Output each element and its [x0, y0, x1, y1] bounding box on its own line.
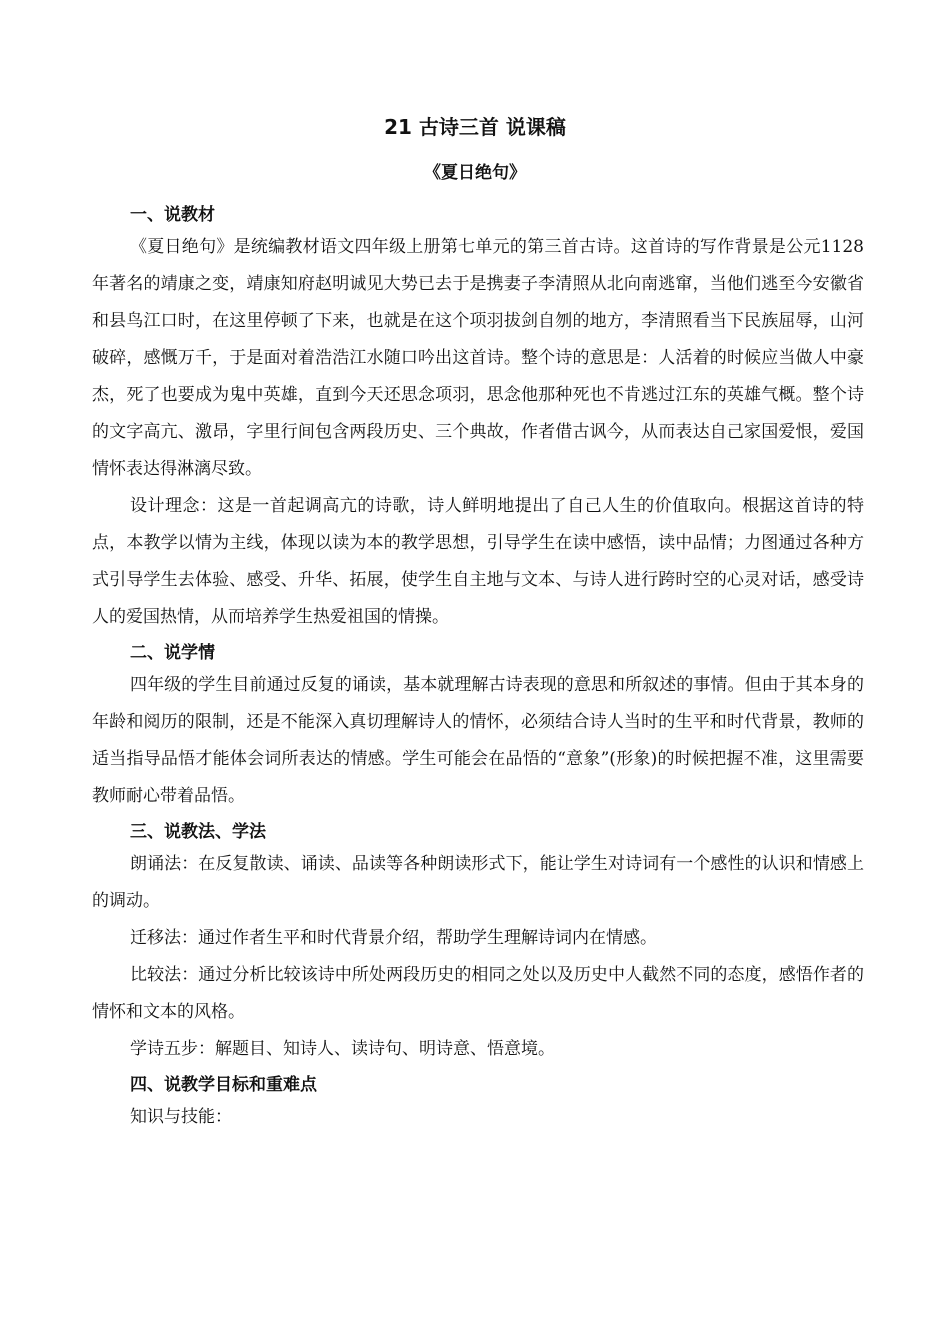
paragraph: 四年级的学生目前通过反复的诵读，基本就理解古诗表现的意思和所叙述的事情。但由于其本身的年龄和阅历的限制，还是不能深入真切理解诗人的情怀，必须结合诗人当时的生平和时代背景，教师的适当指导品悟才能体会词所表达的情感。学生可能会在品悟的“意象”(形象)的时候把握不准，这里需要教师耐心带着品悟。	[92, 675, 864, 806]
document-title: 21 古诗三首 说课稿	[384, 115, 566, 139]
document-body	[92, 198, 864, 1136]
paragraph: 《夏日绝句》是统编教材语文四年级上册第七单元的第三首古诗。这首诗的写作背景是公元1128年著名的靖康之变，靖康知府赵明诚见大势已去于是携妻子李清照从北向南逃窜，当他们逃至今安徽省和县鸟江口时，在这里停顿了下来，也就是在这个项羽拔剑自刎的地方，李清照看当下民族屈辱，山河破碎，感慨万千，于是面对着浩浩江水随口吟出这首诗。整个诗的意思是：人活着的时候应当做人中豪杰，死了也要成为鬼中英雄，直到今天还思念项羽，思念他那种死也不肯逃过江东的英雄气概。整个诗的文字高亢、激昂，字里行间包含两段历史、三个典故，作者借古讽今，从而表达自己家国爱恨，爱国情怀表达得淋漓尽致。	[92, 237, 864, 479]
section-textbook	[92, 198, 864, 636]
section-heading: 一、说教材	[130, 205, 215, 225]
paragraph: 朗诵法：在反复散读、诵读、品读等各种朗读形式下，能让学生对诗词有一个感性的认识和情感上的调动。	[92, 854, 864, 911]
paragraph: 迁移法：通过作者生平和时代背景介绍，帮助学生理解诗词内在情感。	[130, 928, 657, 948]
section-heading: 二、说学情	[130, 643, 215, 663]
section-objectives	[92, 1068, 864, 1136]
paragraph: 学诗五步：解题目、知诗人、读诗句、明诗意、悟意境。	[130, 1039, 555, 1059]
paragraph: 设计理念：这是一首起调高亢的诗歌，诗人鲜明地提出了自己人生的价值取向。根据这首诗的特点，本教学以情为主线，体现以读为本的教学思想，引导学生在读中感悟，读中品情；力图通过各种方式引导学生去体验、感受、升华、拓展，使学生自主地与文本、与诗人进行跨时空的心灵对话，感受诗人的爱国热情，从而培养学生热爱祖国的情操。	[92, 496, 864, 627]
poem-title: 《夏日绝句》	[424, 163, 526, 183]
section-methods	[92, 815, 864, 1068]
section-heading: 四、说教学目标和重难点	[130, 1075, 317, 1095]
section-heading: 三、说教法、学法	[130, 822, 266, 842]
paragraph: 比较法：通过分析比较该诗中所处两段历史的相同之处以及历史中人截然不同的态度，感悟作者的情怀和文本的风格。	[92, 965, 864, 1022]
paragraph: 知识与技能：	[130, 1107, 232, 1127]
section-students	[92, 636, 864, 815]
